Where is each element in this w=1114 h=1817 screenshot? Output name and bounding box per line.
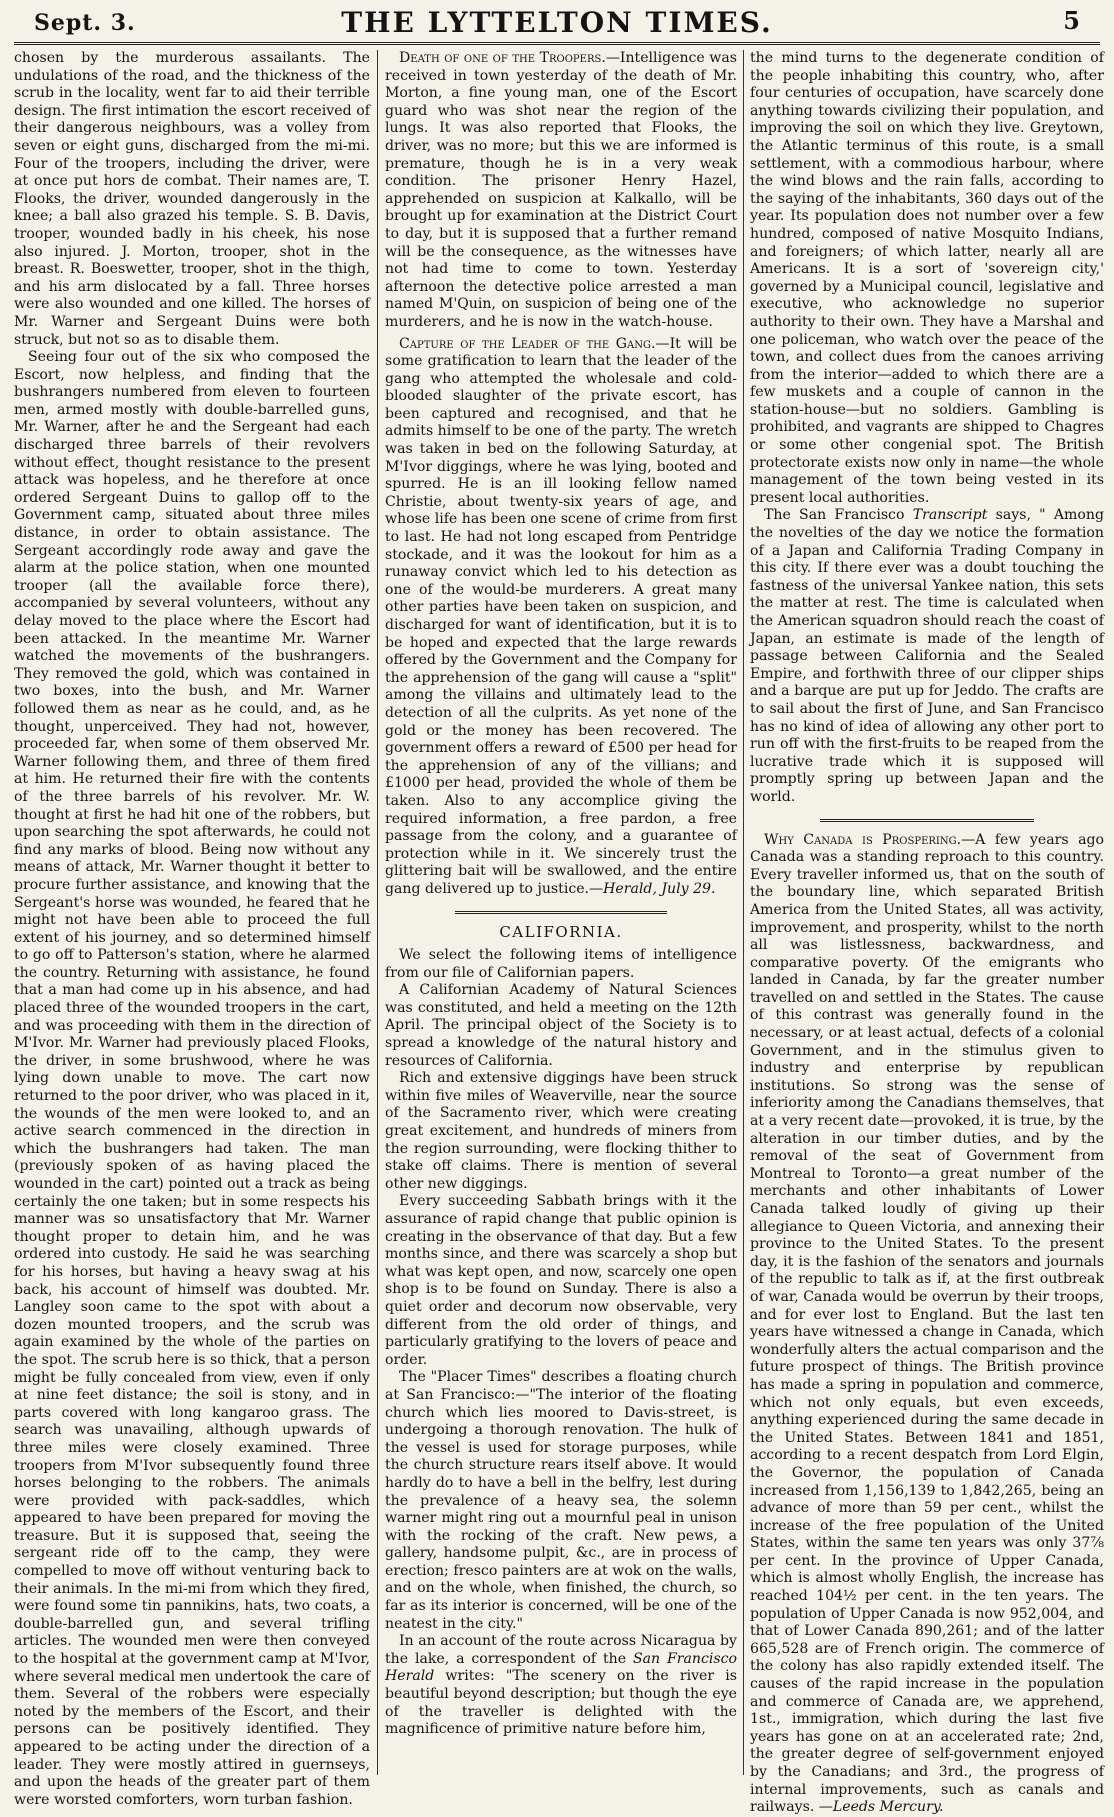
article-paragraph: We select the following items of intelligence from our file of Californian papers. — [385, 947, 737, 981]
column-divider — [377, 50, 378, 1775]
article-paragraph: The "Placer Times" describes a floating church at San Francisco:—"The interior of the floating church which lies moored to Davis-street, is undergoing a thorough renovation. The hulk of the vessel is used for storage purposes, while the church structure rears itself above. It would hardly do to have a bell in the belfry, lest during the prevalence of a heavy sea, the solemn warner might ring out a mournful peal in unison with the rocking of the craft. New pews, a gallery, handsome pulpit, &c., are in process of erection; fresco painters are at wok on the walls, and on the whole, when finished, the church, so far as its interior is concerned, will be one of the neatest in the city." — [385, 1369, 737, 1632]
section-heading-california: CALIFORNIA. — [499, 922, 623, 941]
article-paragraph: Rich and extensive diggings have been struck within five miles of Weaverville, near the source of the Sacramento river, which were creating great excitement, and hundreds of miners from the region surrounding, were flocking thither to stake off claims. There is mention of several other new diggings. — [385, 1070, 737, 1192]
article-paragraph: A Californian Academy of Natural Sciences was constituted, and held a meeting on the 12th April. The principal object of the Society is to spread a knowledge of the natural history and resources of California. — [385, 982, 737, 1069]
article-paragraph: Every succeeding Sabbath brings with it the assurance of rapid change that public opinion is creating in the observance of that day. But a few months since, and there was scarcely a shop but what was kept open, and now, scarcely one open shop is to be found on Sunday. There is also a quiet order and decorum now observable, very different from the old order of things, and particularly gratifying to the lovers of peace and order. — [385, 1193, 737, 1368]
article-death-of-trooper: Death of one of the Troopers.—Intelligence was received in town yesterday of the death of Mr. Morton, a fine young man, one of the Escort guard who was shot near the region of the lungs. It was also reported that Flooks, the driver, was no more; but this we are informed is premature, though he is in a very weak condition. The prisoner Henry Hazel, apprehended on suspicion at Kalkallo, will be brought up for examination at the District Court to day, but it is supposed that a further remand will be the consequence, as the witnesses have not had time to come to town. Yesterday afternoon the detective police arrested a man named M'Quin, on suspicion of being one of the murderers, and he is now in the watch-house. — [385, 50, 737, 330]
source-credit: Leeds Mercury. — [832, 1799, 944, 1816]
column-3 — [750, 50, 1105, 1816]
page-number: 5 — [1063, 6, 1080, 35]
newspaper-title: THE LYTTELTON TIMES. — [341, 6, 773, 39]
column-divider — [743, 50, 744, 1775]
issue-date: Sept. 3. — [34, 10, 136, 36]
column-2 — [385, 50, 737, 1775]
article-paragraph: chosen by the murderous assailants. The undulations of the road, and the thickness of the scrub in the locality, went far to aid their terrible design. The first intimation the escort received of their dangerous neighbours, was a volley from seven or eight guns, discharged from the mi-mi. Four of the troopers, including the driver, were at once put hors de combat. Their names are, T. Flooks, the driver, wounded dangerously in the knee; a ball also grazed his temple. S. B. Davis, trooper, wounded badly in his cheek, his nose also injured. J. Morton, trooper, shot in the breast. R. Boeswetter, trooper, shot in the thigh, and his arm dislocated by a fall. Three horses were also wounded and one killed. The horses of Mr. Warner and Sergeant Duins were both struck, but not so as to disable them. — [14, 50, 370, 348]
column-1 — [14, 50, 370, 1808]
article-paragraph: In an account of the route across Nicaragua by the lake, a correspondent of the San Francisco Herald writes: "The scenery on the river is beautiful beyond description; but though the eye of the traveller is delighted with the magnificence of primitive nature before him, — [385, 1633, 737, 1738]
article-why-canada-prospering: Why Canada is Prospering.—A few years ago Canada was a standing reproach to this country. Every traveller informed us, that on the south of the boundary line, which separated British America from the United States, all was activity, improvement, and prosperity, whilst to the north all was listlessness, backwardness, and comparative poverty. Of the emigrants who landed in Canada, by far the greater number travelled on and settled in the States. The cause of this contrast was generally found in the necessary, or at least actual, defects of a colonial Government, and in the stimulus given to industry and enterprise by republican institutions. So strong was the sense of inferiority among the Canadians themselves, that at a very recent date—provoked, it is true, by the alteration in our timber duties, and by the removal of the seat of Government from Montreal to Toronto—a great number of the merchants and other inhabitants of Lower Canada talked loudly of giving up their allegiance to Queen Victoria, and annexing their province to the United States. To the present day, it is the fashion of the senators and journals of the republic to talk as if, at the first outbreak of war, Canada would be overrun by their troops, and for ever lost to England. But the last ten years have witnessed a change in Canada, which wonderfully alters the actual comparison and the future prospect of things. The British province has made a spring in population and commerce, which not only equals, but even exceeds, anything experienced during the same decade in the United States. Between 1841 and 1851, according to a recent despatch from Lord Elgin, the Governor, the population of Canada increased from 1,156,139 to 1,842,265, being an advance of more than 59 per cent., whilst the increase of the free population of the United States, within the same ten years was only 37⅞ per cent. In the province of Upper Canada, which is almost wholly English, the increase has reached 104½ per cent. in the ten years. The population of Upper Canada is now 952,004, and that of Lower Canada 890,261; and of the latter 665,528 are of French origin. The commerce of the colony has also rapidly extended itself. The causes of the rapid increase in the population and commerce of Canada are, we apprehend, 1st., immigration, which during the last five years has gone on at an accelerated rate; 2nd, the greater degree of self-government enjoyed by the Canadians; and 3rd., the progress of internal improvements, such as canals and railways. —Leeds Mercury. — [750, 831, 1104, 1816]
article-paragraph: the mind turns to the degenerate condition of the people inhabiting this country, who, after four centuries of occupation, have scarcely done anything towards civilizing their population, and improving the soil on which they live. Greytown, the Atlantic terminus of this route, is a small settlement, with a commodious harbour, where the wind blows and the rain falls, according to the saying of the inhabitants, 360 days out of the year. Its population does not number over a few hundred, composed of native Mosquito Indians, and foreigners; of which latter, nearly all are Americans. It is a sort of 'sovereign city,' governed by a Municipal council, legislative and executive, who acknowledge no superior authority to their own. They have a Marshal and one policeman, who watch over the peace of the town, and collect dues from the canoes arriving from the interior—added to which there are a few muskets and a couple of cannon in the station-house—but no soldiers. Gambling is prohibited, and vagrants are shipped to Chagres or some other congenial spot. The British protectorate exists now only in name—the whole management of the town being vested in its present local authorities. — [750, 50, 1104, 506]
section-rule — [820, 819, 1034, 822]
article-paragraph: The San Francisco Transcript says, " Among the novelties of the day we notice the formation of a Japan and California Trading Company in this city. If there ever was a doubt touching the fastness of the universal Yankee nation, this sets the matter at rest. The time is calculated when the American squadron should reach the coast of Japan, an estimate is made of the length of passage between California and the Sealed Empire, and forthwith three of our clipper ships and a barque are put up for Jeddo. The crafts are to sail about the first of June, and San Francisco has no kind of idea of allowing any other port to run off with the first-fruits to be reaped from the lucrative trade which it is supposed will promptly spring up between Japan and the world. — [750, 507, 1105, 805]
masthead — [14, 4, 1100, 44]
article-heading: Death of one of the Troopers. — [399, 50, 606, 66]
header-rule — [14, 42, 1100, 45]
article-capture-of-leader: Capture of the Leader of the Gang.—It will be some gratification to learn that the leader of the gang who attempted the wholesale and cold-blooded slaughter of the private escort, has been captured and recognised, and that he admits himself to be one of the party. The wretch was taken in bed on the following Saturday, at M'Ivor diggings, where he was lying, booted and spurred. He is an ill looking fellow named Christie, about twenty-six years of age, and whose life has been one scene of crime from first to last. He had not long escaped from Pentridge stockade, and it was the lookout for him as a runaway convict which led to his detection as one of the would-be murderers. A great many other parties have been taken on suspicion, and discharged for want of identification, but it is to be hoped and expected that the large rewards offered by the Government and the Company for the apprehension of the gang will cause a "split" among the villains and ultimately lead to the detection of all the culprits. As yet none of the gold or the money has been recovered. The government offers a reward of £500 per head for the apprehension of any of the villians; and £1000 per head, provided the whole of them be taken. Also to any accomplice giving the required information, a free pardon, a free passage from the colony, and a guarantee of protection while in it. We sincerely trust the glittering bait will be swallowed, and the entire gang delivered up to justice.—Herald, July 29. — [385, 335, 738, 897]
section-rule — [455, 911, 667, 914]
article-heading: Why Canada is Prospering. — [764, 831, 962, 848]
source-credit: Herald, July 29. — [603, 880, 716, 897]
article-heading: Capture of the Leader of the Gang. — [399, 335, 656, 352]
article-paragraph: Seeing four out of the six who composed the Escort, now helpless, and finding that the bushrangers numbered from eleven to fourteen men, armed mostly with double-barrelled guns, Mr. Warner, after he and the Sergeant had each discharged three barrels of their revolvers without effect, thought resistance to the present attack was hopeless, and he therefore at once ordered Sergeant Duins to gallop off to the Government camp, situated about three miles distance, in order to obtain assistance. The Sergeant accordingly rode away and gave the alarm at the police station, when one mounted trooper (all the available force there), accompanied by several volunteers, without any delay moved to the place where the Escort had been attacked. In the meantime Mr. Warner watched the movements of the bushrangers. They removed the gold, which was contained in two boxes, into the bush, and Mr. Warner followed them as near as he could, and, as he thought, unperceived. They had not, however, proceeded far, when some of them observed Mr. Warner following them, and three of them fired at him. He returned their fire with the contents of the three barrels of his revolver. Mr. W. thought at first he had hit one of the robbers, but upon searching the spot afterwards, he could not find any marks of blood. Being now without any means of attack, Mr. Warner thought it better to procure further assistance, and knowing that the Sergeant's horse was wounded, he feared that he might not have been able to proceed the full extent of his journey, and so determined himself to go off to Patterson's station, where he alarmed the country. Returning with assistance, he found that a man had come up in his absence, and had placed three of the wounded troopers in the cart, and was proceeding with them in the direction of M'Ivor. Mr. Warner had previously placed Flooks, the driver, in some brushwood, where he was lying down unable to move. The cart now returned to the poor driver, who was placed in it, the wounds of the men were looked to, and an active search commenced in the direction in which the bushrangers had taken. The man (previously spoken of as having placed the wounded in the cart) pointed out a track as being certainly the one taken; but in some respects his manner was so unsatisfactory that Mr. Warner thought proper to detain him, and he was ordered into custody. He said he was searching for his horses, but having a heavy swag at his back, his account of himself was doubted. Mr. Langley soon came to the spot with about a dozen mounted troopers, and the scrub was again examined by the whole of the parties on the spot. The scrub here is so thick, that a person might be fully concealed from view, even if only at nine feet distance; the soil is stony, and in parts covered with long kangaroo grass. The search was unavailing, although upwards of three miles were closely examined. Three troopers from M'Ivor subsequently found three horses belonging to the robbers. The animals were provided with pack-saddles, which appeared to have been prepared for moving the treasure. But it is supposed that, seeing the sergeant ride off to the camp, they were compelled to move off without venturing back to their animals. In the mi-mi from which they fired, were found some tin pannikins, hats, two coats, a double-barrelled gun, and several trifling articles. The wounded men were then conveyed to the hospital at the government camp at M'Ivor, where several medical men undertook the care of them. Several of the robbers were especially noted by the members of the Escort, and their persons can be positively identified. They appeared to be acting under the direction of a leader. They were mostly attired in guernseys, and upon the heads of the greater part of them were worsted comforters, worn turban fashion. — [14, 349, 370, 1808]
